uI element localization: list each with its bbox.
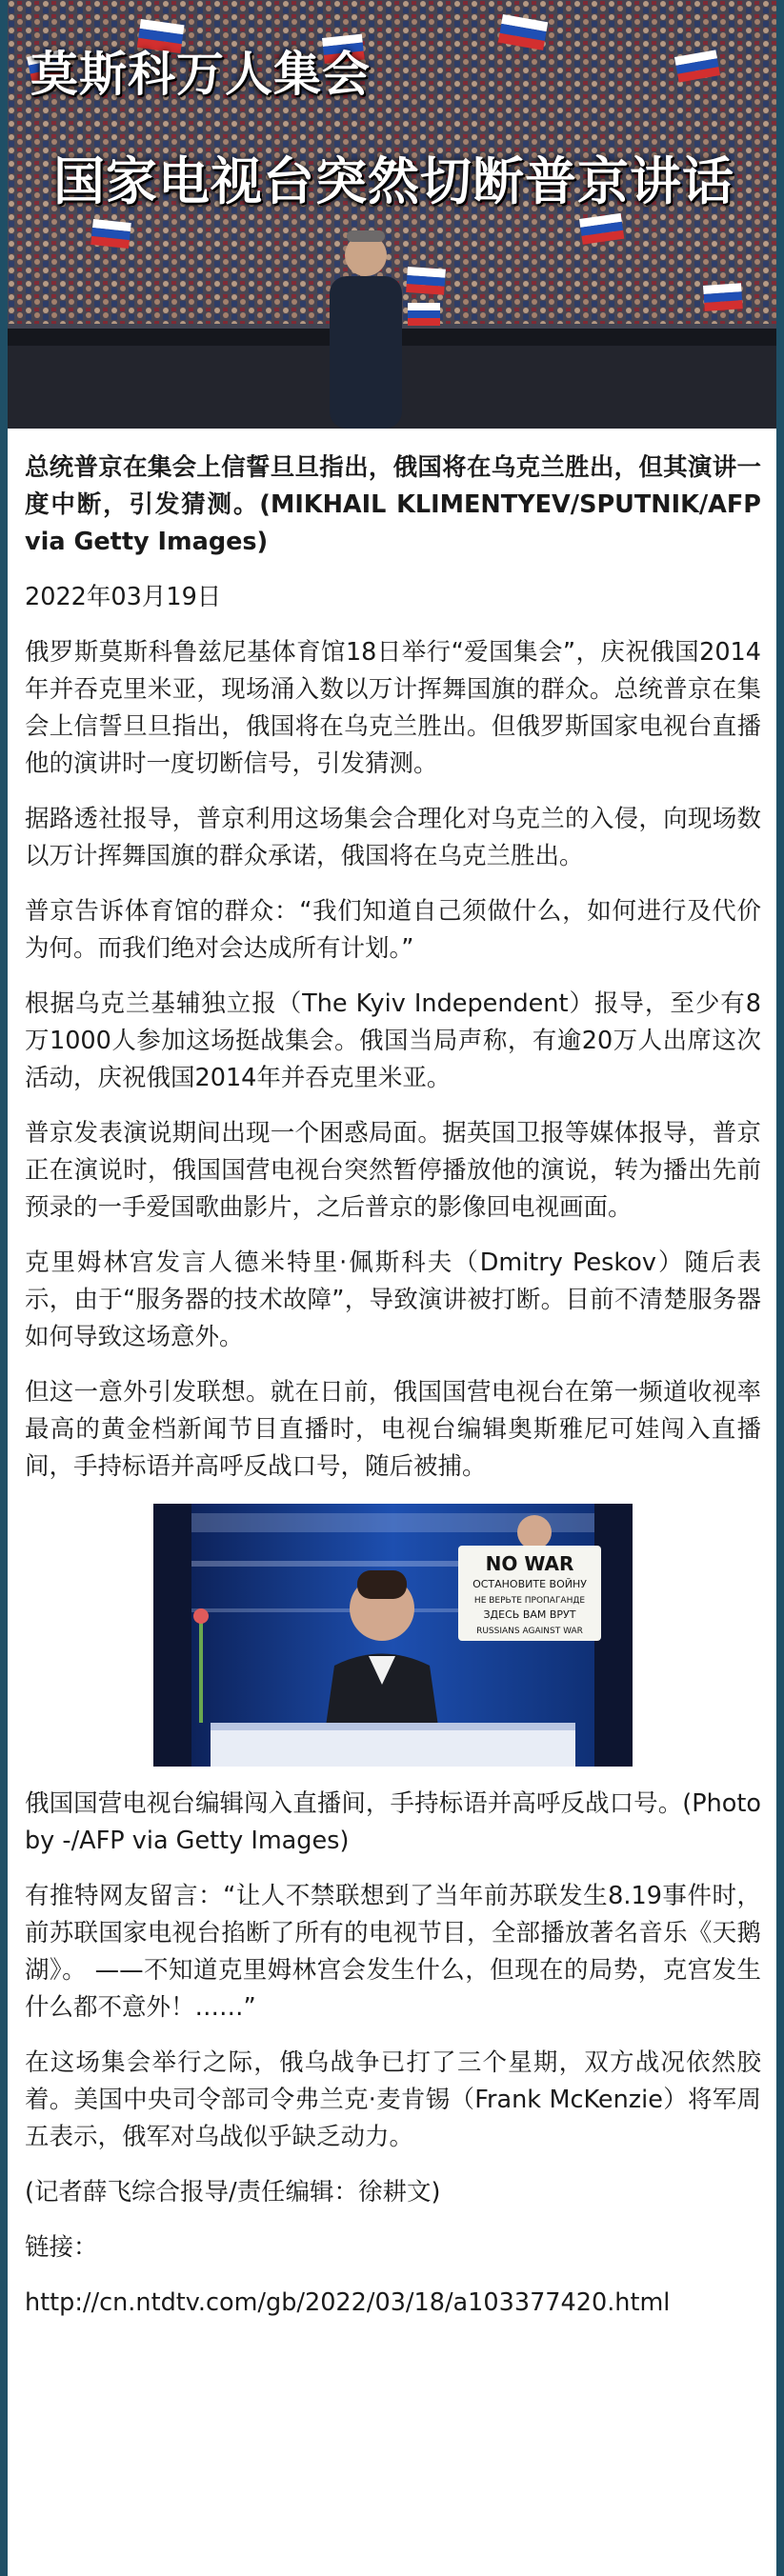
protest-photo xyxy=(153,1504,633,1767)
sign-line-5: RUSSIANS AGAINST WAR xyxy=(476,1627,583,1636)
paragraph-7: 但这一意外引发联想。就在日前，俄国国营电视台在第一频道收视率最高的黄金档新闻节目直播时，电视台编辑奥斯雅尼可娃闯入直播间，手持标语并高呼反战口号，随后被捕。 xyxy=(25,1378,761,1481)
hero-title-line1: 莫斯科万人集会 xyxy=(30,47,371,102)
paragraph-4: 根据乌克兰基辅独立报（The Kyiv Independent）报导，至少有8万1000人参加这场挺战集会。俄国当局声称，有逾20万人出席这次活动，庆祝俄国2014年并吞克里米亚。 xyxy=(25,989,761,1092)
paragraph-9: 在这场集会举行之际，俄乌战争已打了三个星期，双方战况依然胶着。美国中央司令部司令弗兰克·麦肯锡（Frank McKenzie）将军周五表示，俄军对乌战似乎缺乏动力。 xyxy=(25,2048,761,2151)
link-line xyxy=(25,2285,761,2322)
sign-line-4: ЗДЕСЬ ВАМ ВРУТ xyxy=(483,1608,576,1621)
source-link[interactable]: http://cn.ntdtv.com/gb/2022/03/18/a103377420.html xyxy=(25,2288,671,2317)
paragraph-2: 据路透社报导，普京利用这场集会合理化对乌克兰的入侵，向现场数以万计挥舞国旗的群众承诺，俄国将在乌克兰胜出。 xyxy=(25,805,761,870)
paragraph-5: 普京发表演说期间出现一个困惑局面。据英国卫报等媒体报导，普京正在演说时，俄国国营电视台突然暂停播放他的演说，转为播出先前预录的一手爱国歌曲影片，之后普京的影像回电视画面。 xyxy=(25,1119,761,1222)
paragraph-6: 克里姆林宫发言人德米特里·佩斯科夫（Dmitry Peskov）随后表示，由于“服务器的技术故障”，导致演讲被打断。目前不清楚服务器如何导致这场意外。 xyxy=(25,1248,761,1351)
tv-studio-image xyxy=(153,1504,633,1767)
sign-line-2: ОСТАНОВИТЕ ВОЙНУ xyxy=(472,1578,587,1590)
hero-image xyxy=(8,0,776,429)
paragraph-1: 俄罗斯莫斯科鲁兹尼基体育馆18日举行“爱国集会”，庆祝俄国2014年并吞克里米亚，现场涌入数以万计挥舞国旗的群众。总统普京在集会上信誓旦旦指出，俄国将在乌克兰胜出。但俄罗斯国家电视台直播他的演讲时一度切断信号，引发猜测。 xyxy=(25,638,761,778)
hero-title-line2: 国家电视台突然切断普京讲话 xyxy=(53,151,734,211)
article-body xyxy=(8,429,776,2322)
publish-date: 2022年03月19日 xyxy=(25,583,222,611)
figure-caption: 俄国国营电视台编辑闯入直播间，手持标语并高呼反战口号。(Photo by -/AFP via Getty Images) xyxy=(25,1789,761,1855)
no-war-sign xyxy=(458,1546,601,1641)
sign-line-1: NO WAR xyxy=(485,1552,574,1575)
sign-line-3: НЕ ВЕРЬТЕ ПРОПАГАНДЕ xyxy=(473,1596,586,1606)
link-label: 链接： xyxy=(25,2233,98,2262)
photo-caption: 总统普京在集会上信誓旦旦指出，俄国将在乌克兰胜出，但其演讲一度中断，引发猜测。(MIKHAIL KLIMENTYEV/SPUTNIK/AFP via Getty Images) xyxy=(25,453,761,556)
paragraph-3: 普京告诉体育馆的群众：“我们知道自己须做什么，如何进行及代价为何。而我们绝对会达成所有计划。” xyxy=(25,897,761,963)
byline: (记者薛飞综合报导/责任编辑：徐耕文) xyxy=(25,2178,441,2207)
paragraph-8: 有推特网友留言：“让人不禁联想到了当年前苏联发生8.19事件时，前苏联国家电视台掐断了所有的电视节目，全部播放著名音乐《天鹅湖》。 ——不知道克里姆林宫会发生什么，但现在的局势，克宫发生什么都不意外！……” xyxy=(25,1882,761,2022)
